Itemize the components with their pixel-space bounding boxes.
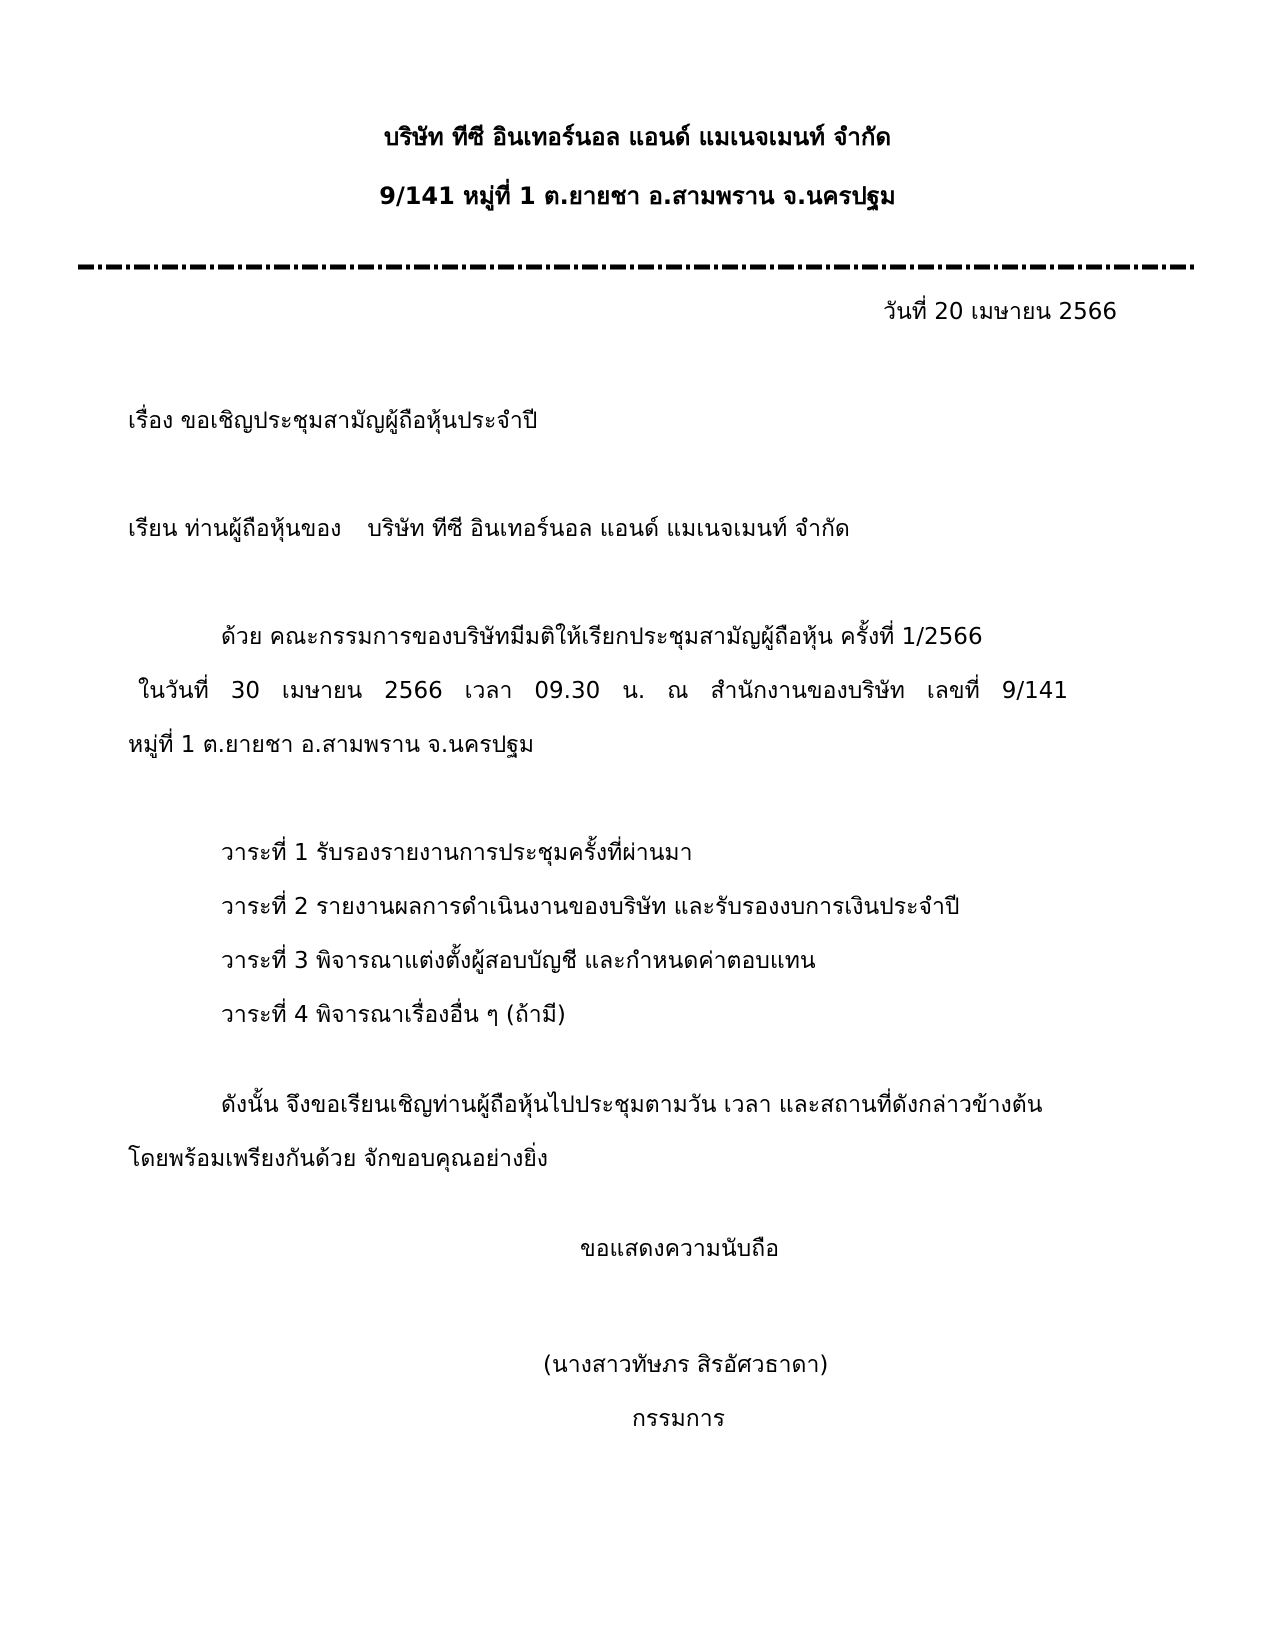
header-divider	[78, 262, 1198, 272]
body-para1-line1: ด้วย คณะกรรมการของบริษัทมีมติให้เรียกประชุมสามัญผู้ถือหุ้น ครั้งที่ 1/2566	[221, 624, 983, 650]
closing-regards: ขอแสดงความนับถือ	[580, 1236, 780, 1262]
body-para1-line2	[138, 676, 1068, 706]
word: 09.30	[534, 678, 601, 704]
word: เวลา	[464, 678, 513, 704]
word: เมษายน	[281, 678, 363, 704]
dash-dot-rule-icon	[78, 262, 1198, 272]
word: น.	[622, 678, 646, 704]
signature-position: กรรมการ	[632, 1406, 725, 1432]
word: 30	[230, 678, 260, 704]
salutation-company: บริษัท ทีซี อินเทอร์นอล แอนด์ แมเนจเมนท์ จำกัด	[367, 516, 850, 542]
agenda-item-1: วาระที่ 1 รับรองรายงานการประชุมครั้งที่ผ่านมา	[221, 840, 693, 866]
letter-salutation	[128, 514, 850, 544]
word: ในวันที่	[138, 678, 209, 704]
closing-line1: ดังนั้น จึงขอเรียนเชิญท่านผู้ถือหุ้นไปประชุมตามวัน เวลา และสถานที่ดังกล่าวข้างต้น	[221, 1092, 1043, 1118]
company-address-header: 9/141 หมู่ที่ 1 ต.ยายชา อ.สามพราน จ.นครปฐม	[379, 182, 896, 210]
agenda-item-2: วาระที่ 2 รายงานผลการดำเนินงานของบริษัท และรับรองงบการเงินประจำปี	[221, 894, 960, 920]
word: 9/141	[1001, 678, 1068, 704]
body-para1-line3: หมู่ที่ 1 ต.ยายชา อ.สามพราน จ.นครปฐม	[128, 732, 535, 758]
salutation-prefix: เรียน ท่านผู้ถือหุ้นของ	[128, 516, 342, 542]
word: สำนักงานของบริษัท	[710, 678, 905, 704]
closing-line2: โดยพร้อมเพรียงกันด้วย จักขอบคุณอย่างยิ่ง	[128, 1146, 549, 1172]
agenda-item-4: วาระที่ 4 พิจารณาเรื่องอื่น ๆ (ถ้ามี)	[221, 1002, 566, 1028]
letter-date: วันที่ 20 เมษายน 2566	[883, 299, 1117, 325]
company-name-header: บริษัท ทีซี อินเทอร์นอล แอนด์ แมเนจเมนท์ จำกัด	[383, 123, 892, 151]
letter-subject: เรื่อง ขอเชิญประชุมสามัญผู้ถือหุ้นประจำปี	[128, 408, 538, 434]
agenda-item-3: วาระที่ 3 พิจารณาแต่งตั้งผู้สอบบัญชี และกำหนดค่าตอบแทน	[221, 948, 816, 974]
word: 2566	[384, 678, 443, 704]
signature-name: (นางสาวทัษภร สิรอัศวธาดา)	[543, 1352, 829, 1378]
word: ณ	[667, 678, 689, 704]
word: เลขที่	[926, 678, 980, 704]
